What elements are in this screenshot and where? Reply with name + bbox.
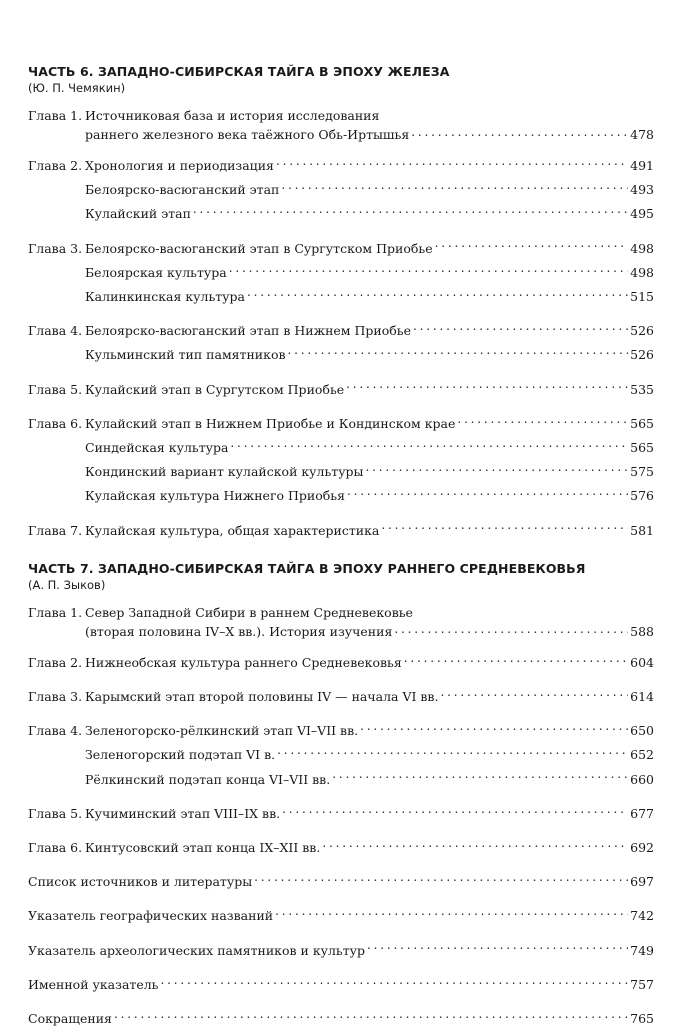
toc-entry-section[interactable] [28,261,654,285]
appendix-title: Указатель археологических памятников и культур [28,942,366,958]
page-number: 535 [630,381,654,397]
leader-dots [229,265,628,277]
page-number: 565 [630,415,654,431]
chapter-title: Карымский этап второй половины IV — начала VI вв. [85,689,439,705]
toc-entry-chapter[interactable] [28,802,654,826]
page-number: 652 [630,747,654,763]
page-number: 478 [630,127,654,142]
chapter-title: Кучиминский этап VIII–IX вв. [85,805,281,821]
page-number: 576 [630,488,654,504]
toc-entry-section[interactable] [28,343,654,367]
leader-dots [114,1011,628,1023]
section-title: Зеленогорский подэтап VI в. [85,747,276,763]
chapter-title: Зеленогорско-рёлкинский этап VI–VII вв. [85,723,359,739]
toc-entry-chapter[interactable] [28,519,654,543]
chapter-title: Кулайский этап в Нижнем Приобье и Кондинском крае [85,415,456,431]
chapter-label: Глава 1. [28,604,83,620]
chapter-label: Глава 7. [28,522,83,538]
leader-dots [457,416,628,428]
chapter-title: Кулайский этап в Сургутском Приобье [85,381,345,397]
chapter-title-line: Север Западной Сибири в раннем Средневековье [85,604,413,620]
section-title: Рёлкинский подэтап конца VI–VII вв. [85,771,331,787]
leader-dots [282,806,628,818]
page-number: 757 [630,976,654,992]
leader-dots [160,977,628,989]
chapter-title-line: раннего железного века таёжного Обь-Иртышья [85,127,410,142]
page-number: 749 [630,942,654,958]
page-number: 515 [630,289,654,305]
section-title: Белоярско-васюганский этап [85,182,280,198]
page-number: 491 [630,158,654,173]
chapter-label: Глава 6. [28,840,83,856]
section-title: Кондинский вариант кулайской культуры [85,464,364,480]
toc-entry-section[interactable] [28,178,654,202]
page-number: 742 [630,908,654,924]
page-number: 565 [630,440,654,456]
toc-entry-section[interactable] [28,484,654,508]
chapter-title-line: (вторая половина IV–X вв.). История изучения [85,623,393,639]
page-number: 660 [630,771,654,787]
leader-dots [346,382,628,394]
appendix-title: Указатель географических названий [28,908,274,924]
section-title: Кульминский тип памятников [85,347,286,363]
leader-dots [347,488,628,500]
toc-entry-chapter[interactable] [28,685,654,709]
chapter-label: Глава 4. [28,323,83,339]
toc-entry-appendix[interactable] [28,904,654,928]
leader-dots [247,289,628,301]
leader-dots [322,840,628,852]
chapter-label: Глава 1. [28,108,83,123]
part-author: (Ю. П. Чемякин) [28,81,126,95]
chapter-label: Глава 3. [28,689,83,705]
page-number: 614 [630,689,654,705]
page-number: 650 [630,723,654,739]
leader-dots [254,874,628,886]
leader-dots [360,723,628,735]
chapter-title: Кулайская культура, общая характеристика [85,522,380,538]
toc-entry-chapter[interactable] [28,651,654,675]
leader-dots [366,464,629,476]
leader-dots [394,624,628,636]
leader-dots [435,241,629,253]
chapter-label: Глава 3. [28,240,83,256]
toc-entry-chapter[interactable] [28,836,654,860]
chapter-title-line: Источниковая база и история исследования [85,108,380,123]
chapter-label: Глава 5. [28,805,83,821]
leader-dots [275,908,628,920]
page-number: 765 [630,1011,654,1027]
section-title: Белоярская культура [85,264,227,280]
page-number: 526 [630,323,654,339]
section-title: Калинкинская культура [85,289,245,305]
leader-dots [288,347,629,359]
chapter-label: Глава 2. [28,158,83,173]
chapter-title: Кинтусовский этап конца IX–XII вв. [85,840,321,856]
chapter-label: Глава 4. [28,723,83,739]
appendix-title: Список источников и литературы [28,874,253,890]
leader-dots [440,689,628,701]
leader-dots [413,323,628,335]
toc-entry-chapter-cont[interactable] [28,125,654,144]
leader-dots [404,655,628,667]
toc-entry-chapter[interactable] [28,319,654,343]
toc-entry-chapter[interactable] [28,378,654,402]
chapter-label: Глава 5. [28,381,83,397]
page-number: 588 [630,623,654,639]
toc-entry-section[interactable] [28,768,654,792]
part-section [28,64,654,543]
part-heading: ЧАСТЬ 7. ЗАПАДНО-СИБИРСКАЯ ТАЙГА В ЭПОХУ РАННЕГО СРЕДНЕВЕКОВЬЯ [28,560,586,576]
page-number: 692 [630,840,654,856]
toc-entry-chapter[interactable] [28,106,654,125]
toc-entry-chapter[interactable] [28,237,654,261]
page-number: 697 [630,874,654,890]
toc-entry-chapter[interactable] [28,719,654,743]
leader-dots [277,747,628,759]
page-number: 495 [630,206,654,222]
chapter-title: Хронология и периодизация [85,158,274,173]
leader-dots [281,182,628,194]
toc-entry-section[interactable] [28,436,654,460]
appendix-title: Сокращения [28,1011,112,1027]
leader-dots [332,772,628,784]
toc-entry-appendix[interactable] [28,973,654,997]
toc-entry-appendix[interactable] [28,870,654,894]
leader-dots [193,206,628,218]
table-of-contents [28,64,654,1031]
leader-dots [276,158,628,170]
toc-entry-appendix[interactable] [28,1007,654,1031]
section-title: Синдейская культура [85,440,229,456]
page-number: 498 [630,240,654,256]
page-number: 526 [630,347,654,363]
page-number: 677 [630,805,654,821]
appendix-title: Именной указатель [28,976,159,992]
toc-entry-section[interactable] [28,743,654,767]
leader-dots [230,440,628,452]
toc-entry-chapter[interactable] [28,154,654,178]
chapter-label: Глава 6. [28,415,83,431]
part-author: (А. П. Зыков) [28,577,106,592]
page-number: 581 [630,522,654,538]
page-number: 575 [630,464,654,480]
toc-entry-chapter[interactable] [28,412,654,436]
toc-entry-section[interactable] [28,285,654,309]
toc-entry-section[interactable] [28,460,654,484]
toc-entry-chapter[interactable] [28,603,654,622]
toc-entry-chapter-cont[interactable] [28,622,654,641]
page-number: 493 [630,182,654,198]
leader-dots [411,127,628,139]
chapter-title: Нижнеобская культура раннего Средневековья [85,654,402,670]
page-number: 604 [630,654,654,670]
page-number: 498 [630,264,654,280]
part-section [28,561,654,870]
chapter-title: Белоярско-васюганский этап в Нижнем Приобье [85,323,411,339]
part-heading: ЧАСТЬ 6. ЗАПАДНО-СИБИРСКАЯ ТАЙГА В ЭПОХУ ЖЕЛЕЗА [28,64,450,79]
toc-entry-appendix[interactable] [28,939,654,963]
toc-entry-section[interactable] [28,202,654,226]
leader-dots [367,943,628,955]
chapter-label: Глава 2. [28,654,83,670]
leader-dots [381,523,628,535]
appendix-section [28,870,654,1031]
section-title: Кулайский этап [85,206,191,222]
section-title: Кулайская культура Нижнего Приобья [85,488,345,504]
chapter-title: Белоярско-васюганский этап в Сургутском Приобье [85,240,433,256]
